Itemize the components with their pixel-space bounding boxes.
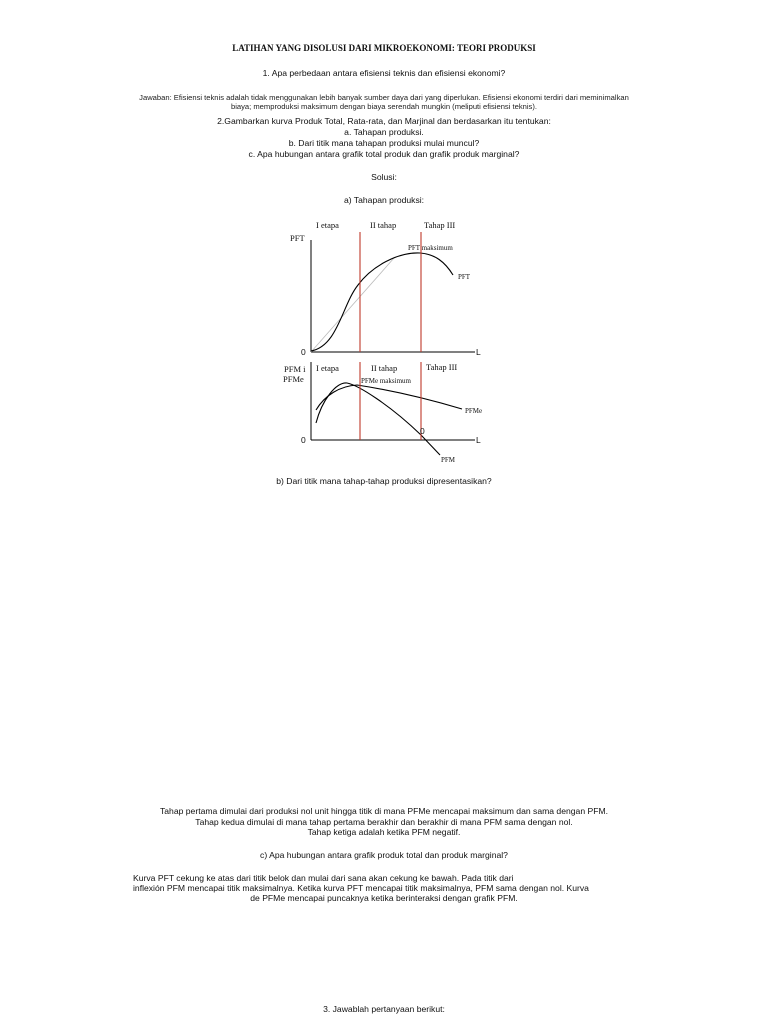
question-2-intro: 2.Gambarkan kurva Produk Total, Rata-rata, dan Marjinal dan berdasarkan itu tentukan:	[217, 116, 551, 126]
top-stage-3-label: Tahap III	[424, 220, 456, 230]
bottom-y-axis-label-1: PFM i	[284, 364, 306, 374]
answer-b-line-2: Tahap kedua dimulai di mana tahap pertama berakhir dan berakhir di mana PFM sama dengan nol.	[195, 817, 573, 827]
answer-1-line-2: biaya; memproduksi maksimum dengan biaya serendah mungkin (meliputi efisiensi teknis).	[230, 102, 537, 111]
top-x-axis-label: L	[476, 347, 481, 357]
question-1: 1. Apa perbedaan antara efisiensi teknis dan efisiensi ekonomi?	[262, 68, 506, 78]
total-product-graph	[290, 220, 481, 357]
answer-b-line-1: Tahap pertama dimulai dari produksi nol unit hingga titik di mana PFMe mencapai maksimum dan sama dengan PFM.	[159, 806, 609, 816]
top-y-axis-label: PFT	[290, 233, 305, 243]
pfm-zero-label: 0	[420, 426, 425, 436]
pfme-curve-label: PFMe	[465, 407, 483, 415]
pfme-curve	[316, 385, 462, 410]
bottom-origin-label: 0	[301, 435, 306, 445]
answer-c-line-1: Kurva PFT cekung ke atas dari titik belok dan mulai dari sana akan cekung ke bawah. Pada titik dari	[133, 873, 514, 883]
bottom-stage-3-label: Tahap III	[426, 362, 458, 372]
average-marginal-product-graph	[283, 362, 482, 464]
question-2-a: a. Tahapan produksi.	[344, 127, 424, 137]
question-3: 3. Jawablah pertanyaan berikut:	[323, 1004, 445, 1014]
solution-b-heading: b) Dari titik mana tahap-tahap produksi dipresentasikan?	[276, 476, 492, 486]
question-2-c: c. Apa hubungan antara grafik total produk dan grafik produk marginal?	[248, 149, 520, 159]
answer-1-line-1: Jawaban: Efisiensi teknis adalah tidak menggunakan lebih banyak sumber daya dari yang diperlukan. Efisiensi ekonomi terdiri dari meminimalkan	[139, 93, 629, 102]
pft-curve	[311, 253, 453, 351]
solution-a-heading: a) Tahapan produksi:	[343, 195, 425, 205]
pft-max-label: PFT maksimum	[408, 244, 453, 252]
top-stage-1-label: I etapa	[316, 220, 339, 230]
document-title: LATIHAN YANG DISOLUSI DARI MIKROEKONOMI: TEORI PRODUKSI	[232, 43, 536, 53]
pfm-curve-label: PFM	[441, 456, 456, 464]
top-stage-2-label: II tahap	[370, 220, 397, 230]
solution-c-heading: c) Apa hubungan antara grafik produk total dan produk marginal?	[260, 850, 508, 860]
answer-b-line-3: Tahap ketiga adalah ketika PFM negatif.	[307, 827, 461, 837]
bottom-x-axis-label: L	[476, 435, 481, 445]
answer-c-line-3: de PFMe mencapai puncaknya ketika berinteraksi dengan grafik PFM.	[250, 893, 518, 903]
question-2-b: b. Dari titik mana tahapan produksi mulai muncul?	[288, 138, 480, 148]
bottom-y-axis-label-2: PFMe	[283, 374, 304, 384]
top-origin-label: 0	[301, 347, 306, 357]
pfme-max-label: PFMe maksimum	[361, 377, 411, 385]
tangent-ray	[311, 258, 394, 352]
solution-heading: Solusi:	[371, 172, 397, 182]
bottom-stage-1-label: I etapa	[316, 363, 339, 373]
pft-curve-label: PFT	[458, 273, 471, 281]
bottom-stage-2-label: II tahap	[371, 363, 398, 373]
answer-c-line-2: inflexión PFM mencapai titik maksimalnya. Ketika kurva PFT mencapai titik maksimalnya, PFM sama dengan nol. Kurva	[133, 883, 589, 893]
